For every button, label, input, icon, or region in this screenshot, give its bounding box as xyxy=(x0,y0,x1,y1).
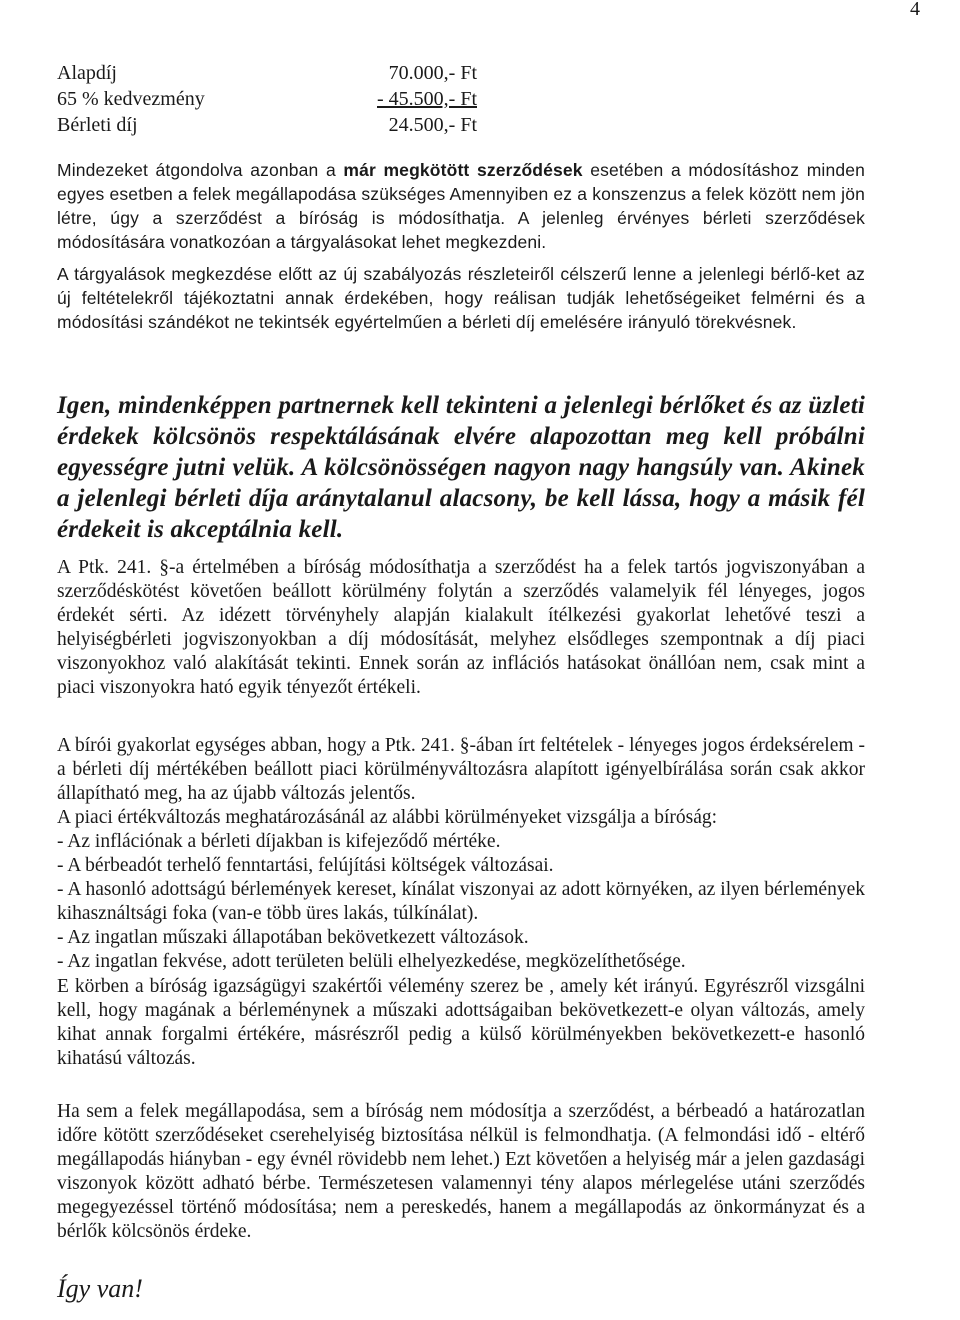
paragraph-criteria-intro: A piaci értékváltozás meghatározásánál az alábbi körülményeket vizsgálja a bíróság: xyxy=(57,807,718,828)
fee-label: 65 % kedvezmény xyxy=(57,88,205,110)
paragraph-text: Mindezeket átgondolva azonban a xyxy=(57,160,344,180)
paragraph-ptk-241: A Ptk. 241. §-a értelmében a bíróság módosíthatja a szerződést ha a felek tartós jogviszonyában a szerződéskötést követően beállott körülmény folytán a szerződés valamelyik fél lényeges, jogos érdekét sérti. Az idézett törvényhely alapján kialakult ítélkezési gyakorlat lehetővé teszi a helyiségbérleti jogviszonyokban a díj módosítását, melyhez elsődleges szempontnak a díj piaci viszonyokhoz való alakítását tekinti. Ennek során az inflációs hatásokat önállóan nem, csak mint a piaci viszonyokra ható egyik tényezőt értékeli. xyxy=(57,557,865,698)
list-item: - A hasonló adottságú bérlemények kereset, kínálat viszonyai az adott környéken, az ilyen bérlemények kihasználtsági foka (van-e több üres lakás, túlkínálat). xyxy=(57,879,865,924)
list-item: - Az inflációnak a bérleti díjakban is kifejeződő mértéke. xyxy=(57,831,501,852)
paragraph-negotiations: A tárgyalások megkezdése előtt az új szabályozás részleteiről célszerű lenne a jelenlegi bérlő-ket az új feltételekről tájékoztatni annak érdekében, hogy reálisan tudják lehetőségeiket felmérni és a módosítási szándékot ne tekintsék egyértelműen a bérleti díj emelésére irányuló törekvésnek. xyxy=(57,264,865,332)
paragraph-expert-opinion: E körben a bíróság igazságügyi szakértői vélemény szerez be , amely két irányú. Egyrészről vizsgálni kell, hogy magának a bérleménynek a műszaki adottságaiban bekövetkezett-e olyan változás, amely kihat annak forgalmi értékére, másrészről pedig a külső körülményekben bekövetkezett-e hasonló kihatású változás. xyxy=(57,976,865,1069)
fee-row-base xyxy=(57,60,477,86)
fee-table xyxy=(57,60,477,138)
fee-value: - 45.500,- Ft xyxy=(377,88,477,110)
criteria-list xyxy=(57,830,865,974)
closing-remark: Így van! xyxy=(57,1274,143,1303)
bold-phrase: már megkötött szerződések xyxy=(343,160,583,180)
list-item: - Az ingatlan fekvése, adott területen belüli elhelyezkedése, megközelíthetősége. xyxy=(57,951,686,972)
paragraph-text: esetében a módosításhoz minden egyes esetben a felek megállapodása szükséges Amennyiben ez a konszenzus a felek között nem jön létre, úgy a szerződést a bíróság is módosíthatja. A jelenleg érvényes bérleti szerződések módosítására vonatkozóan a tárgyalásokat lehet megkezdeni. xyxy=(57,160,865,252)
list-item: - A bérbeadót terhelő fenntartási, felújítási költségek változásai. xyxy=(57,855,554,876)
fee-value: 24.500,- Ft xyxy=(388,114,477,136)
fee-row-discount xyxy=(57,86,477,112)
emphasis-paragraph: Igen, mindenképpen partnernek kell tekinteni a jelenlegi bérlőket és az üzleti érdekek kölcsönös respektálásának elvére alapozottan meg kell próbálni egyességre jutni velük. A kölcsönösségen nagyon nagy hangsúly van. Akinek a jelenlegi bérleti díja aránytalanul alacsony, be kell lássa, hogy a másik fél érdekeit is akceptálnia kell. xyxy=(57,392,865,543)
fee-value: 70.000,- Ft xyxy=(388,62,477,84)
fee-row-rent xyxy=(57,112,477,138)
fee-label: Bérleti díj xyxy=(57,114,138,136)
list-item: - Az ingatlan műszaki állapotában bekövetkezett változások. xyxy=(57,927,529,948)
paragraph-termination: Ha sem a felek megállapodása, sem a bíróság nem módosítja a szerződést, a bérbeadó a határozatlan időre kötött szerződéseket cserehelyiség biztosítása nélkül is felmondhatja. (A felmondási idő - eltérő megállapodás hiányban - egy évnél rövidebb nem lehet.) Ezt követően a helyiség már a jelen gazdasági viszonyok között adható bérbe. Természetesen valamennyi tény alapos mérlegelése utáni szerződés megegyezéssel történő módosítása; nem a pereskedés, hanem a megállapodás az önkormányzat és a bérlők kölcsönös érdeke. xyxy=(57,1101,865,1242)
fee-label: Alapdíj xyxy=(57,62,117,84)
paragraph-contract-modification xyxy=(57,158,865,254)
paragraph-judicial-practice: A bírói gyakorlat egységes abban, hogy a Ptk. 241. §-ában írt feltételek - lényeges jogos érdeksérelem - a bérleti díj mértékében beállott piaci körülményváltozásra alapított igényelbírálása során csak akkor állapítható meg, ha az újabb változás jelentős. xyxy=(57,735,865,804)
page-number: 4 xyxy=(910,0,920,20)
